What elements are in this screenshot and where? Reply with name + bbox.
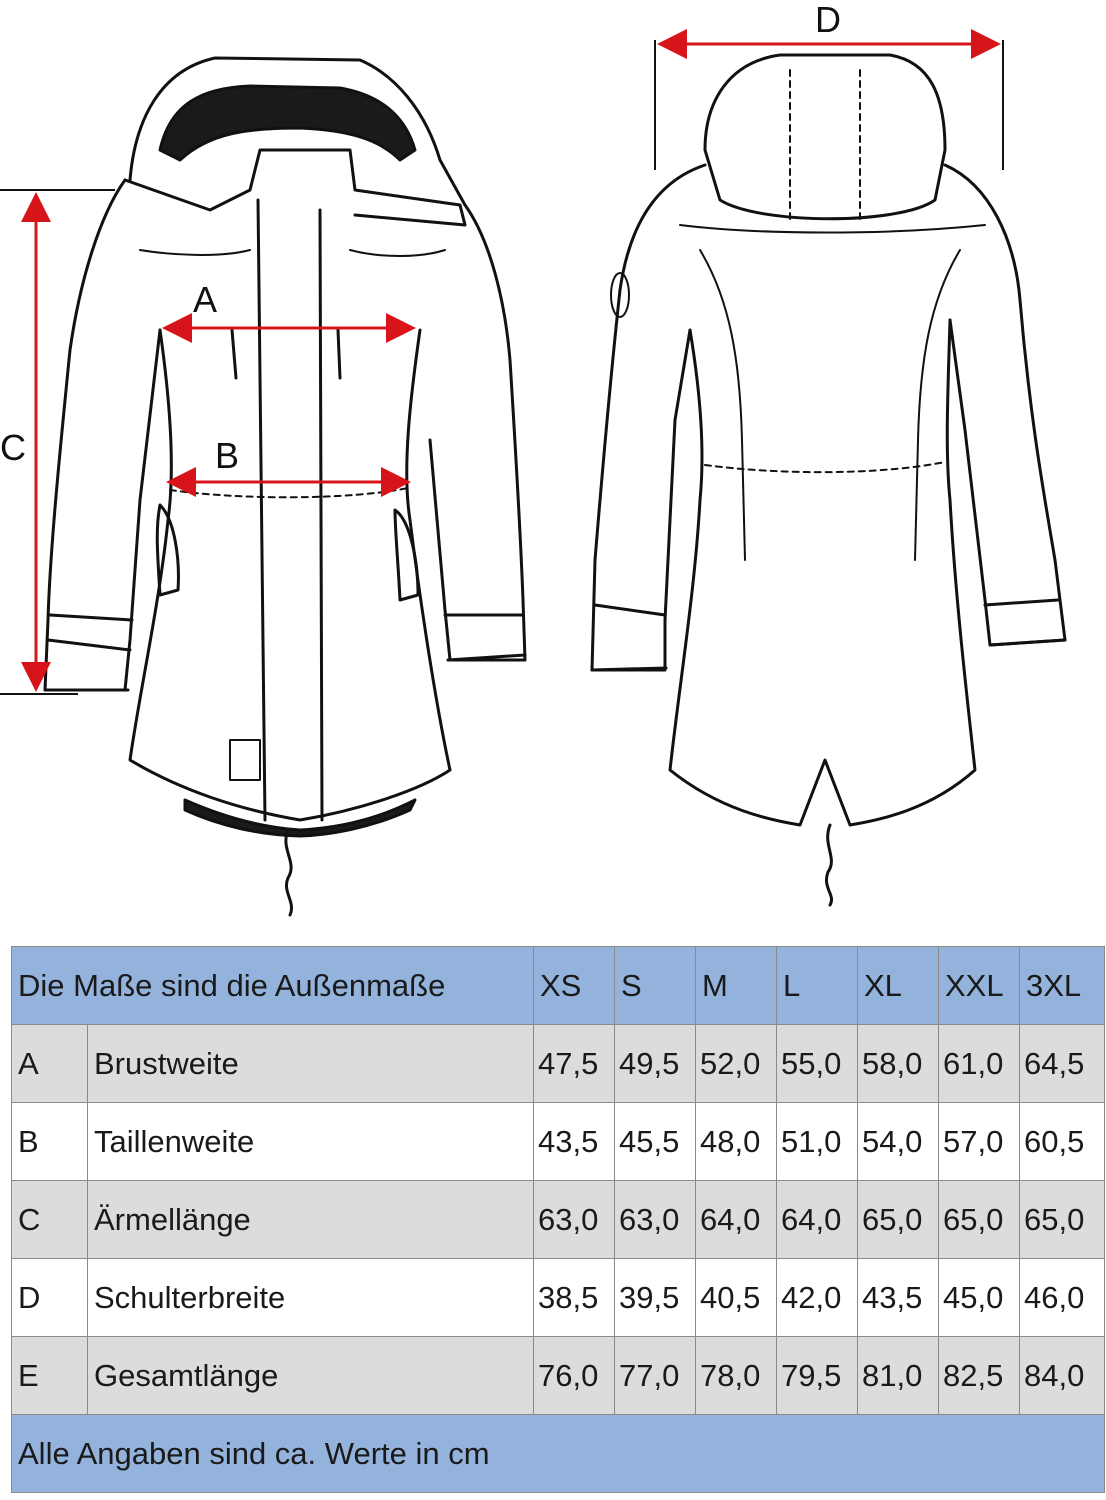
back-drawcord [826,825,831,905]
back-princess-seams [700,250,960,560]
table-footer-note: Alle Angaben sind ca. Werte in cm [12,1415,1105,1493]
row-value: 78,0 [696,1337,777,1415]
front-left-sleeve [45,180,160,690]
front-chest-zip-left [232,330,236,378]
size-header-3xl: 3XL [1020,947,1105,1025]
row-value: 76,0 [534,1337,615,1415]
row-value: 45,5 [615,1103,696,1181]
row-value: 51,0 [777,1103,858,1181]
table-row [12,1103,1105,1181]
back-view [592,55,1065,905]
row-value: 45,0 [939,1259,1020,1337]
dimension-c-label: C [0,427,26,468]
row-value: 84,0 [1020,1337,1105,1415]
front-waist-seam [170,488,408,497]
row-name: Gesamtlänge [88,1337,534,1415]
row-value: 65,0 [1020,1181,1105,1259]
row-code: C [12,1181,88,1259]
row-value: 48,0 [696,1103,777,1181]
extension-lines [0,40,1003,694]
row-name: Taillenweite [88,1103,534,1181]
row-value: 57,0 [939,1103,1020,1181]
front-right-cuff [445,615,525,660]
row-value: 38,5 [534,1259,615,1337]
table-row [12,1259,1105,1337]
size-header-s: S [615,947,696,1025]
back-waist-seam [705,462,945,472]
row-value: 54,0 [858,1103,939,1181]
row-value: 43,5 [858,1259,939,1337]
front-hem-lining [185,800,415,836]
row-value: 55,0 [777,1025,858,1103]
table-row [12,1025,1105,1103]
row-value: 60,5 [1020,1103,1105,1181]
row-value: 46,0 [1020,1259,1105,1337]
row-value: 39,5 [615,1259,696,1337]
size-header-xxl: XXL [939,947,1020,1025]
row-name: Brustweite [88,1025,534,1103]
row-code: A [12,1025,88,1103]
dimension-d-label: D [815,0,841,40]
front-right-sleeve [430,205,525,660]
row-value: 64,0 [696,1181,777,1259]
row-name: Schulterbreite [88,1259,534,1337]
front-right-pocket [395,510,418,600]
back-hood-seam [790,70,860,220]
table-footer-row [12,1415,1105,1493]
size-header-xs: XS [534,947,615,1025]
row-value: 64,0 [777,1181,858,1259]
front-yoke [140,250,445,256]
row-value: 42,0 [777,1259,858,1337]
row-value: 65,0 [939,1181,1020,1259]
back-yoke [680,225,985,233]
table-row [12,1337,1105,1415]
row-value: 52,0 [696,1025,777,1103]
row-code: D [12,1259,88,1337]
back-body [670,320,975,825]
row-value: 64,5 [1020,1025,1105,1103]
size-header-l: L [777,947,858,1025]
front-chest-zip-right [338,330,340,378]
row-value: 61,0 [939,1025,1020,1103]
front-label-patch [230,740,260,780]
row-value: 63,0 [615,1181,696,1259]
dimension-a-label: A [193,279,218,320]
size-header-xl: XL [858,947,939,1025]
size-header-m: M [696,947,777,1025]
back-right-cuff [985,600,1065,645]
row-value: 81,0 [858,1337,939,1415]
front-left-cuff [45,615,132,690]
table-row [12,1181,1105,1259]
row-value: 49,5 [615,1025,696,1103]
table-header-row [12,947,1105,1025]
front-collar [125,150,465,225]
row-name: Ärmellänge [88,1181,534,1259]
back-hood [705,55,945,219]
back-left-cuff [592,605,666,670]
table-header-title: Die Maße sind die Außenmaße [12,947,534,1025]
row-value: 79,5 [777,1337,858,1415]
front-view [45,58,525,915]
row-code: E [12,1337,88,1415]
dimension-b-label: B [215,435,240,476]
size-table [11,946,1105,1493]
row-value: 43,5 [534,1103,615,1181]
row-code: B [12,1103,88,1181]
row-value: 77,0 [615,1337,696,1415]
back-left-sleeve [592,165,705,670]
row-value: 82,5 [939,1337,1020,1415]
front-drawcord [286,830,292,915]
row-value: 63,0 [534,1181,615,1259]
row-value: 58,0 [858,1025,939,1103]
front-left-pocket [157,505,178,595]
row-value: 40,5 [696,1259,777,1337]
row-value: 47,5 [534,1025,615,1103]
back-right-sleeve [945,165,1065,645]
row-value: 65,0 [858,1181,939,1259]
front-zipper [258,200,322,820]
